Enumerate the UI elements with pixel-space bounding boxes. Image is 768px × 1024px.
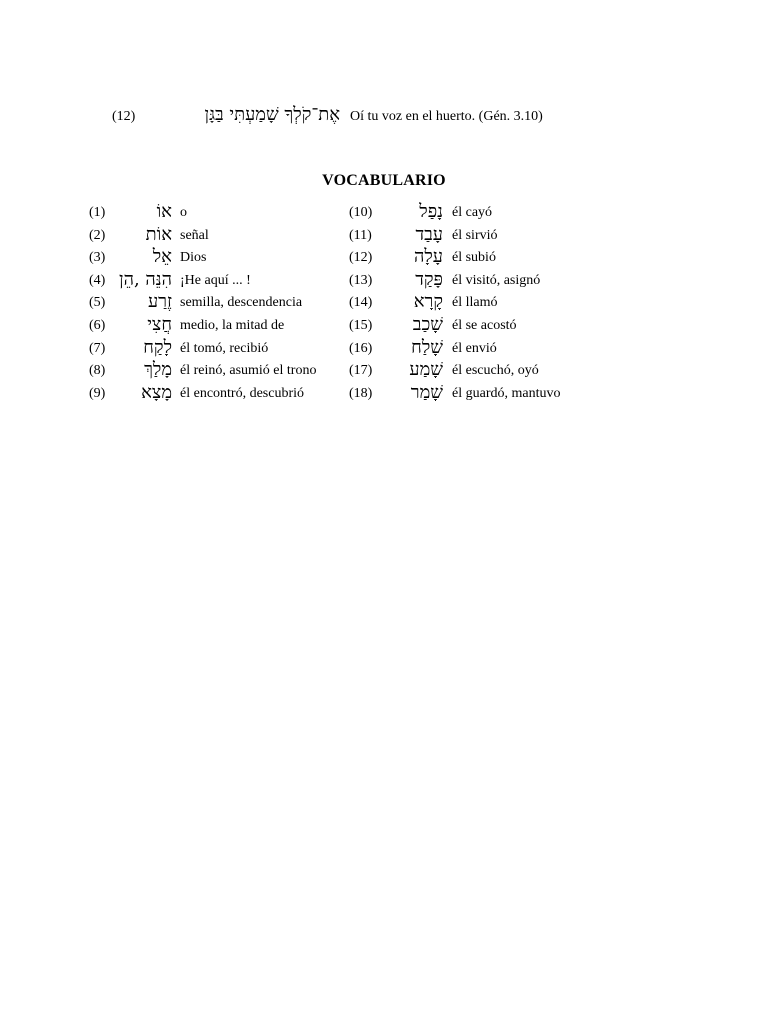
- vocab-meaning: señal: [180, 227, 209, 243]
- vocab-number: (6): [89, 317, 106, 333]
- vocab-hebrew: זֶרַע: [147, 291, 172, 313]
- vocab-hebrew: שָׁמַר: [410, 381, 443, 403]
- vocab-entry: [0, 291, 768, 314]
- vocab-hebrew: שָׁלַח: [411, 336, 443, 358]
- vocab-hebrew: אוֹ: [156, 201, 172, 222]
- vocabulary-right-column: [0, 201, 768, 404]
- vocab-meaning: él guardó, mantuvo: [452, 385, 561, 401]
- vocab-number: (17): [349, 363, 373, 379]
- vocab-hebrew: נָפַל: [419, 201, 443, 222]
- vocab-hebrew: הִנֵּה ,הֵן: [119, 268, 172, 290]
- vocab-hebrew: שָׁכַב: [412, 313, 443, 335]
- vocab-hebrew: מָצָא: [141, 381, 172, 403]
- vocab-entry: [0, 314, 768, 337]
- vocab-hebrew: חֲצִי: [147, 313, 172, 335]
- vocab-entry: [0, 382, 768, 405]
- vocab-number: (11): [349, 227, 372, 243]
- vocab-meaning: o: [180, 205, 187, 220]
- vocab-number: (5): [89, 295, 106, 311]
- vocab-hebrew: פָּקַד: [415, 268, 443, 290]
- vocab-meaning: Dios: [180, 250, 207, 266]
- example-translation: Oí tu voz en el huerto. (Gén. 3.10): [350, 109, 543, 124]
- vocab-hebrew: עָלָה: [414, 246, 443, 268]
- vocab-hebrew: אֵל: [152, 246, 172, 268]
- vocab-number: (10): [349, 205, 373, 220]
- vocab-hebrew: שָׁמַע: [409, 359, 443, 381]
- vocab-entry: [0, 224, 768, 247]
- vocab-hebrew: אוֹת: [145, 223, 172, 245]
- vocab-number: (15): [349, 317, 373, 333]
- vocab-meaning: él tomó, recibió: [180, 340, 269, 356]
- vocab-number: (2): [89, 227, 106, 243]
- vocab-entry: [0, 269, 768, 292]
- vocab-meaning: él cayó: [452, 205, 493, 220]
- vocab-meaning: él visitó, asignó: [452, 272, 541, 288]
- vocab-number: (18): [349, 385, 373, 401]
- vocab-meaning: él escuchó, oyó: [452, 363, 539, 379]
- vocab-number: (13): [349, 272, 373, 288]
- vocab-meaning: él llamó: [452, 295, 498, 311]
- vocab-meaning: semilla, descendencia: [180, 295, 303, 311]
- vocab-meaning: él encontró, descubrió: [180, 385, 305, 401]
- vocab-number: (14): [349, 295, 373, 311]
- vocab-hebrew: לָקַח: [143, 336, 172, 358]
- vocab-entry: [0, 246, 768, 269]
- example-hebrew: אֶת־קֹלְךָ שָׁמַעְתִּי בַּגָּן: [204, 104, 340, 125]
- vocab-meaning: ¡He aquí ... !: [180, 272, 251, 288]
- vocab-meaning: medio, la mitad de: [180, 317, 285, 333]
- vocab-meaning: él reinó, asumió el trono: [180, 363, 317, 379]
- vocabulary-title: VOCABULARIO: [322, 172, 446, 189]
- vocab-hebrew: קָרָא: [413, 291, 443, 313]
- vocab-meaning: él subió: [452, 250, 496, 266]
- vocab-entry: [0, 359, 768, 382]
- vocab-number: (4): [89, 272, 106, 288]
- vocab-number: (9): [89, 385, 106, 401]
- vocab-number: (7): [89, 340, 106, 356]
- example-number: (12): [112, 109, 136, 124]
- vocab-hebrew: מָלַךְ: [144, 359, 172, 381]
- vocab-entry: [0, 201, 768, 224]
- vocab-meaning: él sirvió: [452, 227, 498, 243]
- vocab-meaning: él envió: [452, 340, 497, 356]
- vocab-hebrew: עָבַד: [415, 223, 443, 245]
- vocab-number: (12): [349, 250, 373, 266]
- vocab-meaning: él se acostó: [452, 317, 517, 333]
- vocab-number: (1): [89, 205, 106, 220]
- vocab-number: (3): [89, 250, 106, 266]
- example-sentence: [0, 104, 768, 132]
- vocab-entry: [0, 337, 768, 360]
- vocab-number: (8): [89, 363, 106, 379]
- vocab-number: (16): [349, 340, 373, 356]
